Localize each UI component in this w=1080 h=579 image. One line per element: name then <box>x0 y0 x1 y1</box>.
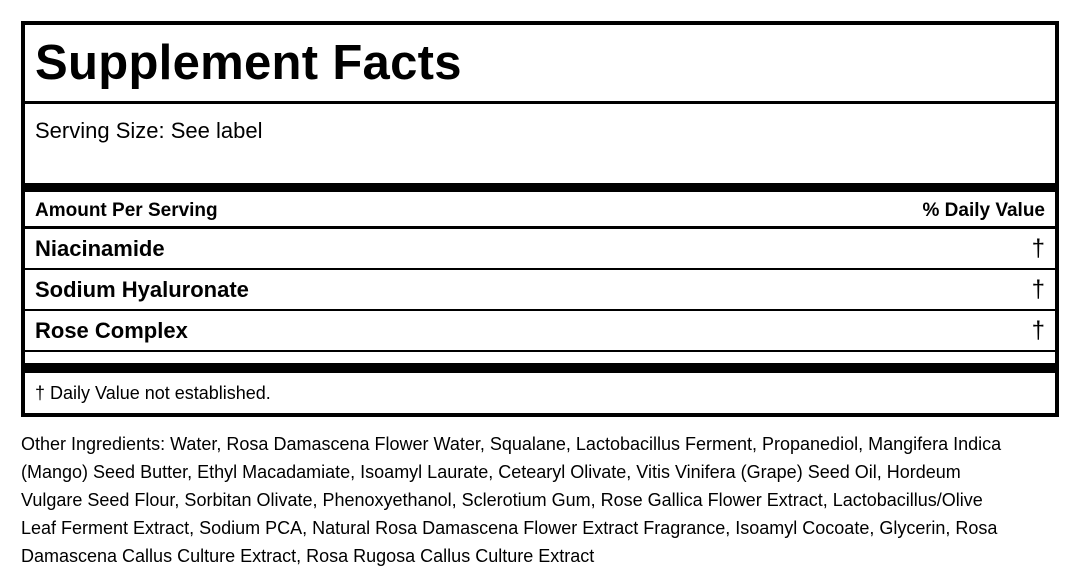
column-header-row <box>25 192 1055 229</box>
title-row <box>25 25 1055 104</box>
serving-size-row <box>25 104 1055 183</box>
nutrient-daily-value: † <box>1031 276 1045 303</box>
nutrient-row <box>25 270 1055 311</box>
thick-divider-bottom <box>25 363 1055 373</box>
nutrient-row <box>25 311 1055 352</box>
serving-size: Serving Size: See label <box>35 118 263 143</box>
panel-title: Supplement Facts <box>35 36 462 90</box>
nutrient-daily-value: † <box>1031 317 1045 344</box>
nutrient-name: Sodium Hyaluronate <box>35 277 249 302</box>
amount-per-serving-label: Amount Per Serving <box>35 200 218 221</box>
thick-divider-top <box>25 183 1055 192</box>
nutrient-name: Niacinamide <box>35 236 165 261</box>
nutrient-row <box>25 229 1055 270</box>
supplement-facts-panel <box>21 21 1059 417</box>
nutrient-daily-value: † <box>1031 235 1045 262</box>
daily-value-label: % Daily Value <box>922 200 1045 221</box>
other-ingredients: Other Ingredients: Water, Rosa Damascena Flower Water, Squalane, Lactobacillus Ferment, Propanediol, Mangifera Indica (Mango) Seed Butter, Ethyl Macadamiate, Isoamyl Laurate, Cetearyl Olivate, Vitis Vinifera (Grape) Seed Oil, Hordeum Vulgare Seed Flour, Sorbitan Olivate, Phenoxyethanol, Sclerotium Gum, Rose Gallica Flower Extract, Lactobacillus/Olive Leaf Ferment Extract, Sodium PCA, Natural Rosa Damascena Flower Extract Fragrance, Isoamyl Cocoate, Glycerin, Rosa Damascena Callus Culture Extract, Rosa Rugosa Callus Culture Extract <box>21 434 1002 566</box>
daily-value-footnote: † Daily Value not established. <box>35 383 271 403</box>
nutrient-name: Rose Complex <box>35 318 188 343</box>
footnote-row <box>25 373 1055 413</box>
